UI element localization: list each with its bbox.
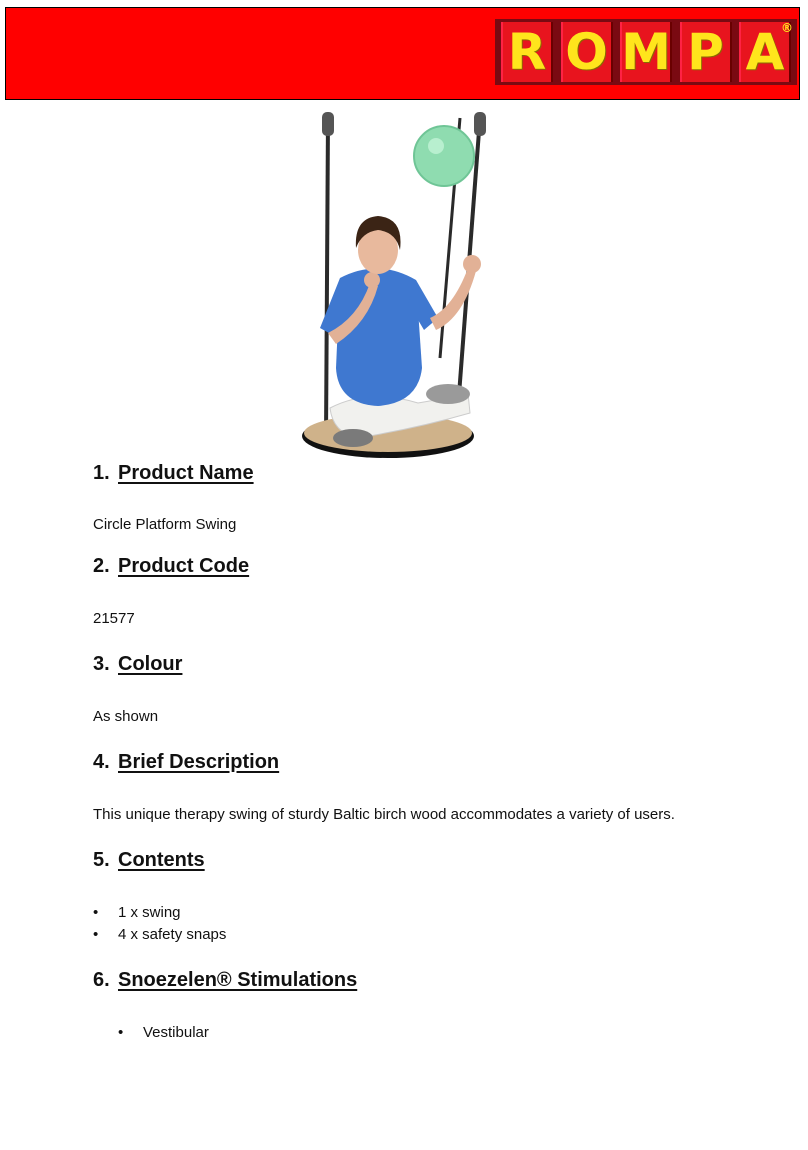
section-title: Product Code: [118, 555, 250, 577]
section-heading-colour: [93, 653, 182, 676]
registered-mark: ®: [781, 21, 793, 35]
list-item-text: 4 x safety snaps: [118, 926, 227, 943]
section-heading-contents: [93, 849, 205, 872]
section-number: 6.: [93, 969, 110, 991]
product-code-value: 21577: [93, 610, 135, 627]
section-number: 1.: [93, 462, 110, 484]
bullet-icon: •: [93, 926, 99, 943]
rompa-logo: [495, 19, 797, 85]
section-heading-snoezelen-stimulations: [93, 969, 357, 992]
header-banner: [5, 7, 800, 100]
colour-value: As shown: [93, 708, 159, 725]
section-heading-product-code: [93, 555, 249, 578]
bullet-icon: •: [118, 1024, 124, 1041]
logo-letter: O: [561, 22, 613, 82]
section-number: 4.: [93, 751, 110, 773]
brief-description-text: This unique therapy swing of sturdy Baltic birch wood accommodates a variety of users.: [93, 806, 675, 823]
section-number: 5.: [93, 849, 110, 871]
product-photo: [298, 108, 510, 464]
section-title: Contents: [118, 849, 205, 871]
section-title: Snoezelen® Stimulations: [118, 969, 358, 991]
list-item-text: Vestibular: [143, 1024, 209, 1041]
logo-letter: R: [501, 22, 553, 82]
logo-letter: A: [739, 22, 791, 82]
product-name-value: Circle Platform Swing: [93, 516, 237, 533]
logo-letter: M: [621, 23, 671, 81]
section-number: 2.: [93, 555, 110, 577]
section-number: 3.: [93, 653, 110, 675]
section-heading-brief-description: [93, 751, 279, 774]
bullet-icon: •: [93, 904, 99, 921]
logo-letter: P: [680, 22, 732, 82]
section-title: Colour: [118, 653, 183, 675]
list-item-text: 1 x swing: [118, 904, 181, 921]
section-title: Product Name: [118, 462, 254, 484]
section-heading-product-name: [93, 462, 254, 485]
section-title: Brief Description: [118, 751, 280, 773]
